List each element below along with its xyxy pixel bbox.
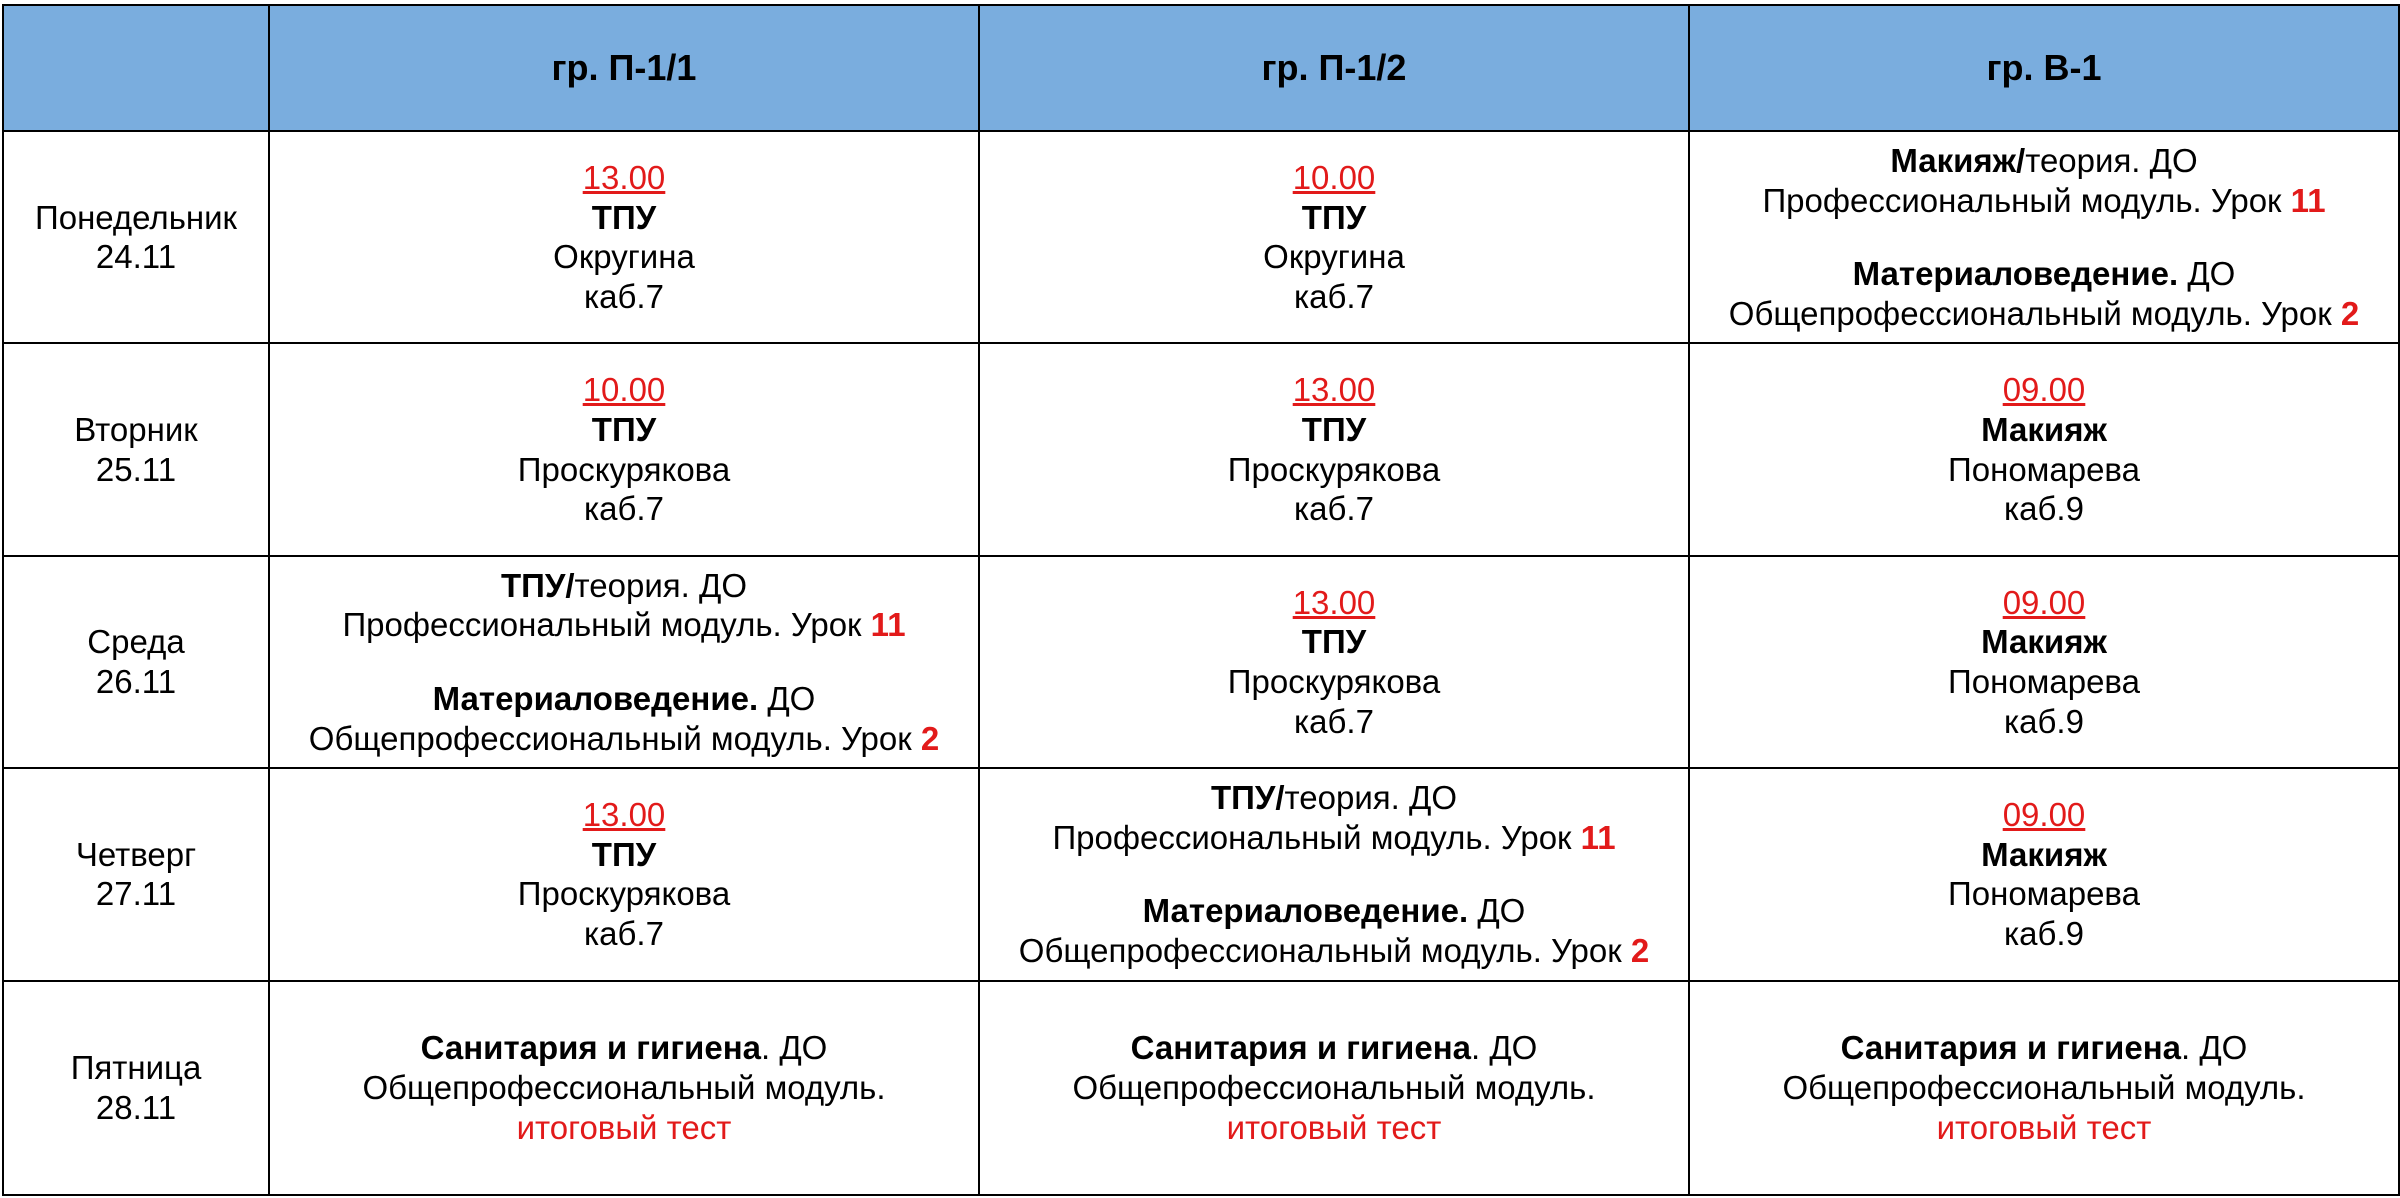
group-header-p12: гр. П-1/2 [979, 5, 1689, 131]
lesson-subject: Макияж [1981, 410, 2107, 448]
friday-type: . ДО [2181, 1029, 2248, 1067]
lesson-time: 09.00 [2002, 371, 2086, 409]
lesson-room: каб.7 [1294, 490, 1374, 528]
remote-entry-b-title [270, 679, 978, 719]
remote-subject: ТПУ/ [1210, 779, 1285, 817]
remote-entry-a-title [1690, 141, 2398, 181]
day-cell-monday [3, 131, 269, 343]
day-date: 25.11 [95, 450, 177, 488]
lesson-teacher: Пономарева [1948, 875, 2140, 913]
header-corner-cell [3, 5, 269, 131]
remote-lesson-number: 11 [1580, 818, 1616, 856]
lesson-subject: Макияж [1981, 623, 2107, 661]
lesson-cell-tue-p12 [979, 343, 1689, 555]
lesson-time: 10.00 [1292, 159, 1376, 196]
lesson-time: 13.00 [1292, 371, 1376, 409]
lesson-subject: ТПУ [1301, 410, 1367, 448]
lesson-subject: ТПУ [1301, 198, 1367, 236]
lesson-teacher: Пономарева [1948, 450, 2140, 488]
remote-type: теория. ДО [574, 566, 748, 604]
lesson-room: каб.7 [584, 490, 664, 528]
day-name: Вторник [74, 410, 198, 448]
schedule-body [3, 131, 2399, 1195]
lesson-time: 13.00 [582, 796, 666, 834]
day-row-thursday [3, 768, 2399, 980]
remote-subject: Материаловедение. [1142, 892, 1469, 930]
lesson-teacher: Округина [1263, 238, 1405, 276]
friday-title [1690, 1028, 2398, 1068]
remote-subject: ТПУ/ [500, 566, 575, 604]
day-row-tuesday [3, 343, 2399, 555]
remote-module: Общепрофессиональный модуль. Урок [1018, 931, 1631, 969]
lesson-subject: ТПУ [591, 198, 657, 236]
lesson-room: каб.7 [1294, 702, 1374, 740]
day-cell-wednesday [3, 556, 269, 768]
lesson-cell-thu-p11 [269, 768, 979, 980]
remote-module: Общепрофессиональный модуль. Урок [308, 719, 921, 757]
remote-entry-b-title [1690, 254, 2398, 294]
remote-lesson-number: 2 [920, 719, 940, 757]
remote-type: теория. ДО [2025, 142, 2198, 179]
remote-module: Профессиональный модуль. Урок [342, 606, 871, 644]
lesson-time: 09.00 [2002, 583, 2086, 621]
friday-subject: Санитария и гигиена [420, 1029, 761, 1067]
lesson-teacher: Проскурякова [517, 450, 731, 488]
remote-type: ДО [2178, 255, 2236, 293]
day-date: 27.11 [95, 875, 177, 913]
group-header-v1: гр. В-1 [1689, 5, 2399, 131]
day-cell-thursday [3, 768, 269, 980]
lesson-cell-thu-v1 [1689, 768, 2399, 980]
friday-module: Общепрофессиональный модуль. [1782, 1068, 2306, 1106]
remote-cell-wed-p11 [269, 556, 979, 768]
lesson-room: каб.7 [584, 277, 664, 315]
lesson-time: 09.00 [2002, 796, 2086, 834]
remote-type: теория. ДО [1284, 779, 1458, 817]
remote-entry-a-module [980, 818, 1688, 858]
schedule-table [2, 4, 2400, 1196]
friday-cell-v1 [1689, 981, 2399, 1195]
final-test-label: итоговый тест [516, 1108, 732, 1146]
friday-type: . ДО [1471, 1029, 1538, 1067]
lesson-teacher: Проскурякова [1227, 450, 1441, 488]
entry-gap [1690, 220, 2398, 254]
day-row-monday [3, 131, 2399, 343]
friday-module: Общепрофессиональный модуль. [362, 1068, 886, 1106]
lesson-room: каб.9 [2004, 914, 2084, 952]
day-name: Четверг [75, 835, 197, 873]
remote-subject: Макияж/ [1890, 142, 2026, 179]
remote-entry-b-module [1690, 294, 2398, 334]
day-row-friday [3, 981, 2399, 1195]
day-name: Понедельник [35, 198, 237, 236]
lesson-cell-mon-p11 [269, 131, 979, 343]
lesson-teacher: Пономарева [1948, 662, 2140, 700]
remote-type: ДО [1468, 892, 1526, 930]
lesson-teacher: Округина [553, 238, 695, 276]
friday-subject: Санитария и гигиена [1130, 1029, 1471, 1067]
day-date: 26.11 [95, 662, 177, 700]
lesson-room: каб.7 [584, 914, 664, 952]
header-row [3, 5, 2399, 131]
entry-gap [980, 857, 1688, 891]
lesson-cell-tue-p11 [269, 343, 979, 555]
lesson-subject: Макияж [1981, 835, 2107, 873]
lesson-cell-wed-p12 [979, 556, 1689, 768]
remote-module: Общепрофессиональный модуль. Урок [1728, 294, 2341, 332]
lesson-time: 10.00 [582, 371, 666, 409]
lesson-time: 13.00 [1292, 583, 1376, 621]
remote-cell-mon-v1 [1689, 131, 2399, 343]
remote-cell-thu-p12 [979, 768, 1689, 980]
friday-cell-p11 [269, 981, 979, 1195]
lesson-room: каб.9 [2004, 490, 2084, 528]
day-name: Среда [87, 623, 185, 661]
remote-module: Профессиональный модуль. Урок [1052, 818, 1581, 856]
remote-type: ДО [758, 679, 816, 717]
remote-subject: Материаловедение. [1852, 255, 2179, 293]
friday-title [270, 1028, 978, 1068]
friday-type: . ДО [761, 1029, 828, 1067]
day-row-wednesday [3, 556, 2399, 768]
schedule-header [3, 5, 2399, 131]
lesson-cell-wed-v1 [1689, 556, 2399, 768]
remote-entry-b-module [270, 719, 978, 759]
entry-gap [270, 645, 978, 679]
final-test-label: итоговый тест [1936, 1108, 2152, 1146]
lesson-subject: ТПУ [591, 410, 657, 448]
remote-lesson-number: 2 [2340, 294, 2360, 332]
remote-lesson-number: 11 [870, 606, 906, 644]
friday-module: Общепрофессиональный модуль. [1072, 1068, 1596, 1106]
day-cell-friday [3, 981, 269, 1195]
day-date: 24.11 [95, 238, 177, 276]
remote-entry-a-title [980, 778, 1688, 818]
remote-entry-b-module [980, 931, 1688, 971]
lesson-room: каб.9 [2004, 702, 2084, 740]
remote-lesson-number: 2 [1630, 931, 1650, 969]
lesson-teacher: Проскурякова [517, 875, 731, 913]
remote-entry-a-module [1690, 181, 2398, 221]
remote-entry-a-module [270, 605, 978, 645]
final-test-label: итоговый тест [1226, 1108, 1442, 1146]
lesson-teacher: Проскурякова [1227, 662, 1441, 700]
lesson-subject: ТПУ [591, 835, 657, 873]
lesson-cell-tue-v1 [1689, 343, 2399, 555]
lesson-cell-mon-p12 [979, 131, 1689, 343]
lesson-time: 13.00 [582, 159, 666, 196]
remote-lesson-number: 11 [2290, 181, 2326, 219]
lesson-room: каб.7 [1294, 277, 1374, 315]
friday-title [980, 1028, 1688, 1068]
day-cell-tuesday [3, 343, 269, 555]
remote-entry-a-title [270, 566, 978, 606]
day-name: Пятница [70, 1049, 202, 1087]
group-header-p11: гр. П-1/1 [269, 5, 979, 131]
lesson-subject: ТПУ [1301, 623, 1367, 661]
remote-module: Профессиональный модуль. Урок [1762, 181, 2291, 219]
remote-entry-b-title [980, 891, 1688, 931]
day-date: 28.11 [95, 1088, 177, 1126]
remote-subject: Материаловедение. [432, 679, 759, 717]
friday-subject: Санитария и гигиена [1840, 1029, 2181, 1067]
friday-cell-p12 [979, 981, 1689, 1195]
